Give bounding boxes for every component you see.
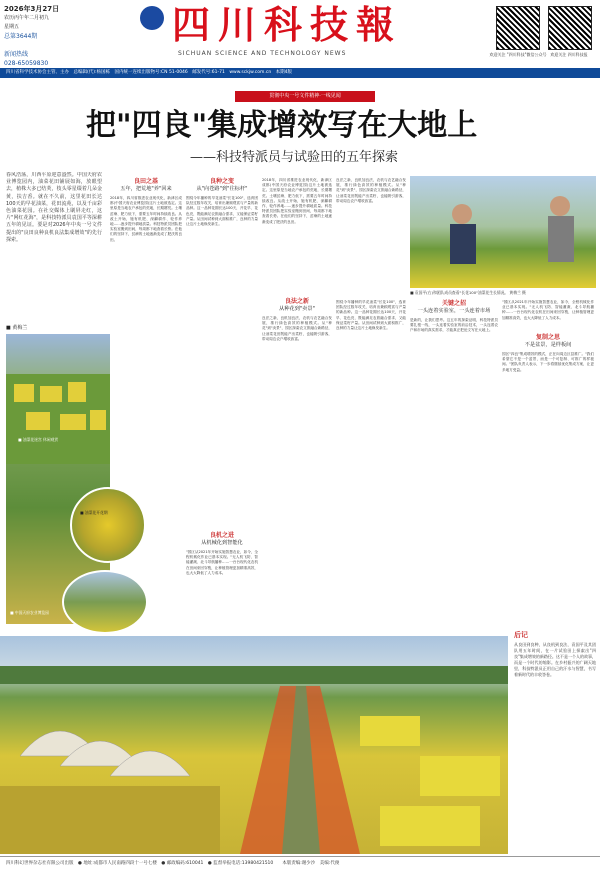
subheadline: ——科技特派员与试验田的五年探索 <box>190 150 399 165</box>
caption-top-right: ■ 袁国平(右)和团队成员查看"长花100"油菜花生长情况。 黄梅兰 摄 <box>410 290 526 295</box>
section-body-cont: 2018年，四川省推进农业现代化，新津区成都(中国天府农业博览园)这片土地被选定。这里原是当地农户承包的荒地，长期撂荒。土壤贫瘠、肥力低下，需要五年时间持续改良。从改土开始，施有机肥、深翻耕作、轮作养地……逐步提升耕地质量。科技特派员团队把实验室搬到田间，每周都下地查看长势。在他们的坚持下，贫瘠的土地逐渐变成了肥沃的良田。 <box>262 178 332 224</box>
section-body-guanjian: 是新的，让我们思考。这五年的探索证明，科技特派员要扎根一线，一头连着实验室的前沿技术，一头连着农户和市场的真实需求，才能真正把论文写在大地上。 <box>410 318 498 333</box>
section-body-liangji: "园区从2021年开始实施智慧农业，如今，全程机械化作业已基本实现。"无人机飞防、智能灌溉、北斗导航播种……一台台现代化农机在田间来回穿梭，让种植管理更加精准高效，也大大降低了人力成本。 <box>186 550 258 575</box>
qr2-caption: 欢迎关注 四川科技报 <box>550 52 588 57</box>
section-title-liangji: 良机之进 <box>209 532 234 539</box>
hotline-label: 新闻热线 <box>4 51 29 58</box>
intro-text: 春风浩荡，川西平原迎意盎然。中国天府农业博览园内，油菜花田铺展如海，放眼望去，植株大多已结荚，枝头零星缀着几朵金黄，扶吉香。就在不久前，这里花田长达100天的早花油菜，花田流苑，以及千亩彩色油菜花园。在社交媒体上刷屏走红，这片"网红花海"，是科技特派员袁国平等深耕五年的见证。要是对2026年中央一号文件提出的"良田良种良机良法集成增效"的先行探索。 <box>6 172 102 243</box>
info-bar: 四川省科学技术协会主管、主办 总编辑(代):杨国栋 国内统一连续出版物号:CN 51-0046 邮发代号:61-71 www.sckjw.com.cn 本期4版 <box>0 68 600 78</box>
masthead-title: 四川科技報 <box>172 2 403 47</box>
newspaper-logo-icon <box>140 6 164 30</box>
aerial-park-illustration <box>0 636 508 854</box>
section-sub-liangfa: 从种花到"卖景" <box>279 306 315 312</box>
body-col7-top: "园区从2021年开始实施智慧农业，如今，全程机械化作业已基本实现。"无人机飞防、智能灌溉、北斗导航播种……一台台现代化农机在田间来回穿梭，让种植管理更加精准高效，也大大降低了人力成本。 <box>502 300 594 320</box>
scientists-illustration <box>410 176 596 288</box>
issue-total: 总第3644期 <box>4 33 38 40</box>
issue-date: 2026年3月27日 <box>4 5 60 13</box>
section-body-liangzhong: 围绕今年播种的早花油菜"长花100"，选育团队经过数年攻关，培育出兼顾观赏与产量的新品种。这一品种花期长达100天，开花早、花色亮，既能满足农旅融合需求，又能保证菜籽产量。从田间试种到大面积推广，良种的力量让这片土地焕发新生。 <box>186 196 258 227</box>
qr-code-site-icon <box>548 6 592 50</box>
afterword-body: 从良田到良种，从良机到良法，袁国平及其团队用五年时间，在一片试验田上探索出"四良"集成增效的新路径。这不是一个人的故事，而是一个时代的缩影。在乡村振兴的广阔天地里，科技特派员正用自己的汗水与智慧，书写着新时代的丰收答卷。 <box>514 642 596 677</box>
section-sub-liangji: 从机械化到智能化 <box>201 540 243 546</box>
caption-left3: ■ 中国天府农业博览园 <box>10 610 49 615</box>
weekday: 星期五 <box>4 24 20 30</box>
byline: ■ 黄梅兰 <box>6 325 28 331</box>
hotline <box>4 50 48 68</box>
footer-bar: 四川科幻世界杂志社有限公司出版 ● 地址:成都市人民南路四段十一号七楼 ● 邮政编码:610041 ● 监督举报电话:13980421510 本版责编:谢少沙 美编:代俊 <box>0 856 600 870</box>
section-body-liangtian: 2018年，四川省推进农业现代化，新津区成都(中国天府农业博览园)这片土地被选定。这里原是当地农户承包的荒地，长期撂荒。土壤贫瘠、肥力低下，需要五年时间持续改良。从改土开始，施有机肥、深翻耕作、轮作养地……逐步提升耕地质量。科技特派员团队把实验室搬到田间，每周都下地查看长势。在他们的坚持下，贫瘠的土地逐渐变成了肥沃的良田。 <box>110 196 182 242</box>
date-block <box>4 5 59 41</box>
headline: 把"四良"集成增效写在大地上 <box>86 108 478 143</box>
section-title-liangtian: 良田之基 <box>133 178 158 185</box>
section-sub-liangtian: 五年，把荒地"养"回来 <box>120 186 172 192</box>
qr1-caption: 欢迎关注 "四川科技"微信公众号 <box>489 52 547 57</box>
qr-code-wechat-icon <box>496 6 540 50</box>
section-body-liangfa: 良法之新，良机加良法，农机与农艺融合发展，推行绿色高效的种植模式。从"种花"到"卖景"，园区探索农文旅融合新路径，让油菜花田既能产出菜籽，也能吸引游客，带动周边农户增收致富。 <box>262 316 332 341</box>
section-title-liangfa: 良法之新 <box>284 298 309 305</box>
section-sub-liangzhong: 从"向苍路"到"往标杆" <box>196 186 248 192</box>
section-body-fuzhi: 园区"四良"集成增效的模式，正在向周边区县推广。"我们希望它不是一个盆景，而是一个可复制、可推广的样板间。"团队负责人表示，下一步将继续优化集成方案，让更多地方受益。 <box>502 352 594 372</box>
masthead-english: SICHUAN SCIENCE AND TECHNOLOGY NEWS <box>178 50 347 57</box>
photo-bottom-aerial <box>0 636 508 854</box>
caption-left1: ■ 油菜花迷宫 休闲观赏 <box>18 437 59 442</box>
photo-top-right <box>410 176 596 288</box>
body-col5: 围绕今年播种的早花油菜"长花100"，选育团队经过数年攻关，培育出兼顾观赏与产量的新品种。这一品种花期长达100天，开花早、花色亮，既能满足农旅融合需求，又能保证菜籽产量。从田间试种到大面积推广，良种的力量让这片土地焕发新生。 <box>336 300 406 331</box>
section-title-liangzhong: 良种之变 <box>209 178 234 185</box>
section-title-fuzhi: 复制之思 <box>535 334 560 341</box>
afterword-title: 后记 <box>514 631 528 639</box>
lunar-date: 农历丙午年二月初九 <box>4 15 50 21</box>
caption-left2: ■ 油菜花开花期 <box>80 510 108 515</box>
section-sub-fuzhi: 不是盆景，是样板间 <box>524 342 572 348</box>
column-banner: 贯彻中央一号文件精神·一线见闻 <box>235 91 375 102</box>
body-col5-top: 良法之新，良机加良法，农机与农艺融合发展，推行绿色高效的种植模式。从"种花"到"卖景"，园区探索农文旅融合新路径，让油菜花田既能产出菜籽，也能吸引游客，带动周边农户增收致富。 <box>336 178 406 203</box>
hotline-phone: 028-65059830 <box>4 60 49 67</box>
section-title-guanjian: 关键之招 <box>441 300 466 307</box>
section-sub-guanjian: 一头连着实验室，一头连着市场 <box>417 308 491 314</box>
